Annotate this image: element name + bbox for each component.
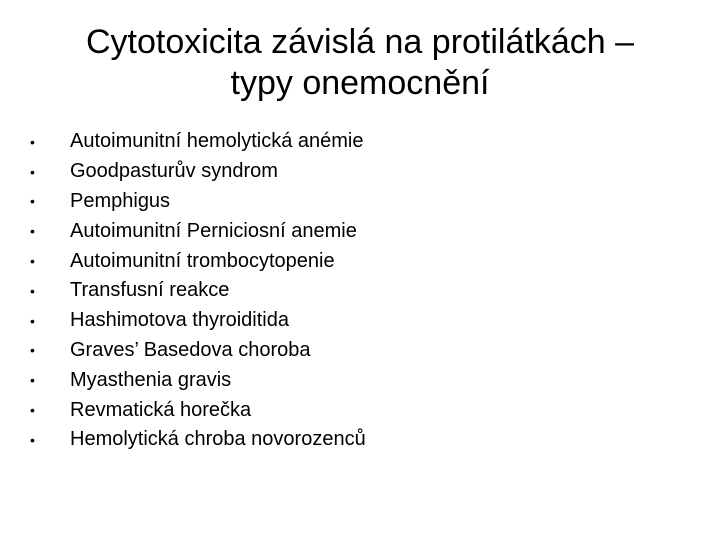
list-item-text: Revmatická horečka [70,398,252,421]
list-item [30,306,366,336]
list-item [30,276,366,306]
title-line-2: typy onemocnění [230,63,490,102]
list-item-text: Goodpasturův syndrom [70,160,278,183]
list-item [30,425,366,455]
bullet-icon: • [30,372,35,389]
list-item-text: Hashimotova thyroiditida [70,309,289,332]
bullet-icon: • [30,133,35,150]
bullet-icon: • [30,163,35,180]
list-item [30,246,366,276]
list-item-text: Autoimunitní hemolytická anémie [70,130,364,153]
slide-title [36,22,684,104]
list-item-text: Transfusní reakce [70,279,230,302]
list-item [30,216,366,246]
bullet-icon: • [30,342,35,359]
title-line-1: Cytotoxicita závislá na protilátkách – [85,23,635,61]
bullet-icon: • [30,282,35,299]
disease-bullet-list [30,127,366,455]
list-item [30,187,366,217]
bullet-icon: • [30,431,35,448]
bullet-icon: • [30,223,35,240]
list-item-text: Graves’ Basedova choroba [70,338,311,361]
list-item-text: Myasthenia gravis [70,368,232,391]
list-item [30,365,366,395]
list-item-text: Hemolytická chroba novorozenců [70,428,366,451]
list-item [30,395,366,425]
bullet-icon: • [30,312,35,329]
bullet-icon: • [30,402,35,419]
bullet-icon: • [30,193,35,210]
list-item-text: Pemphigus [70,189,171,212]
list-item [30,336,366,366]
list-item [30,157,366,187]
list-item [30,127,366,157]
bullet-icon: • [30,253,35,270]
list-item-text: Autoimunitní Perniciosní anemie [70,219,357,242]
list-item-text: Autoimunitní trombocytopenie [70,249,335,272]
